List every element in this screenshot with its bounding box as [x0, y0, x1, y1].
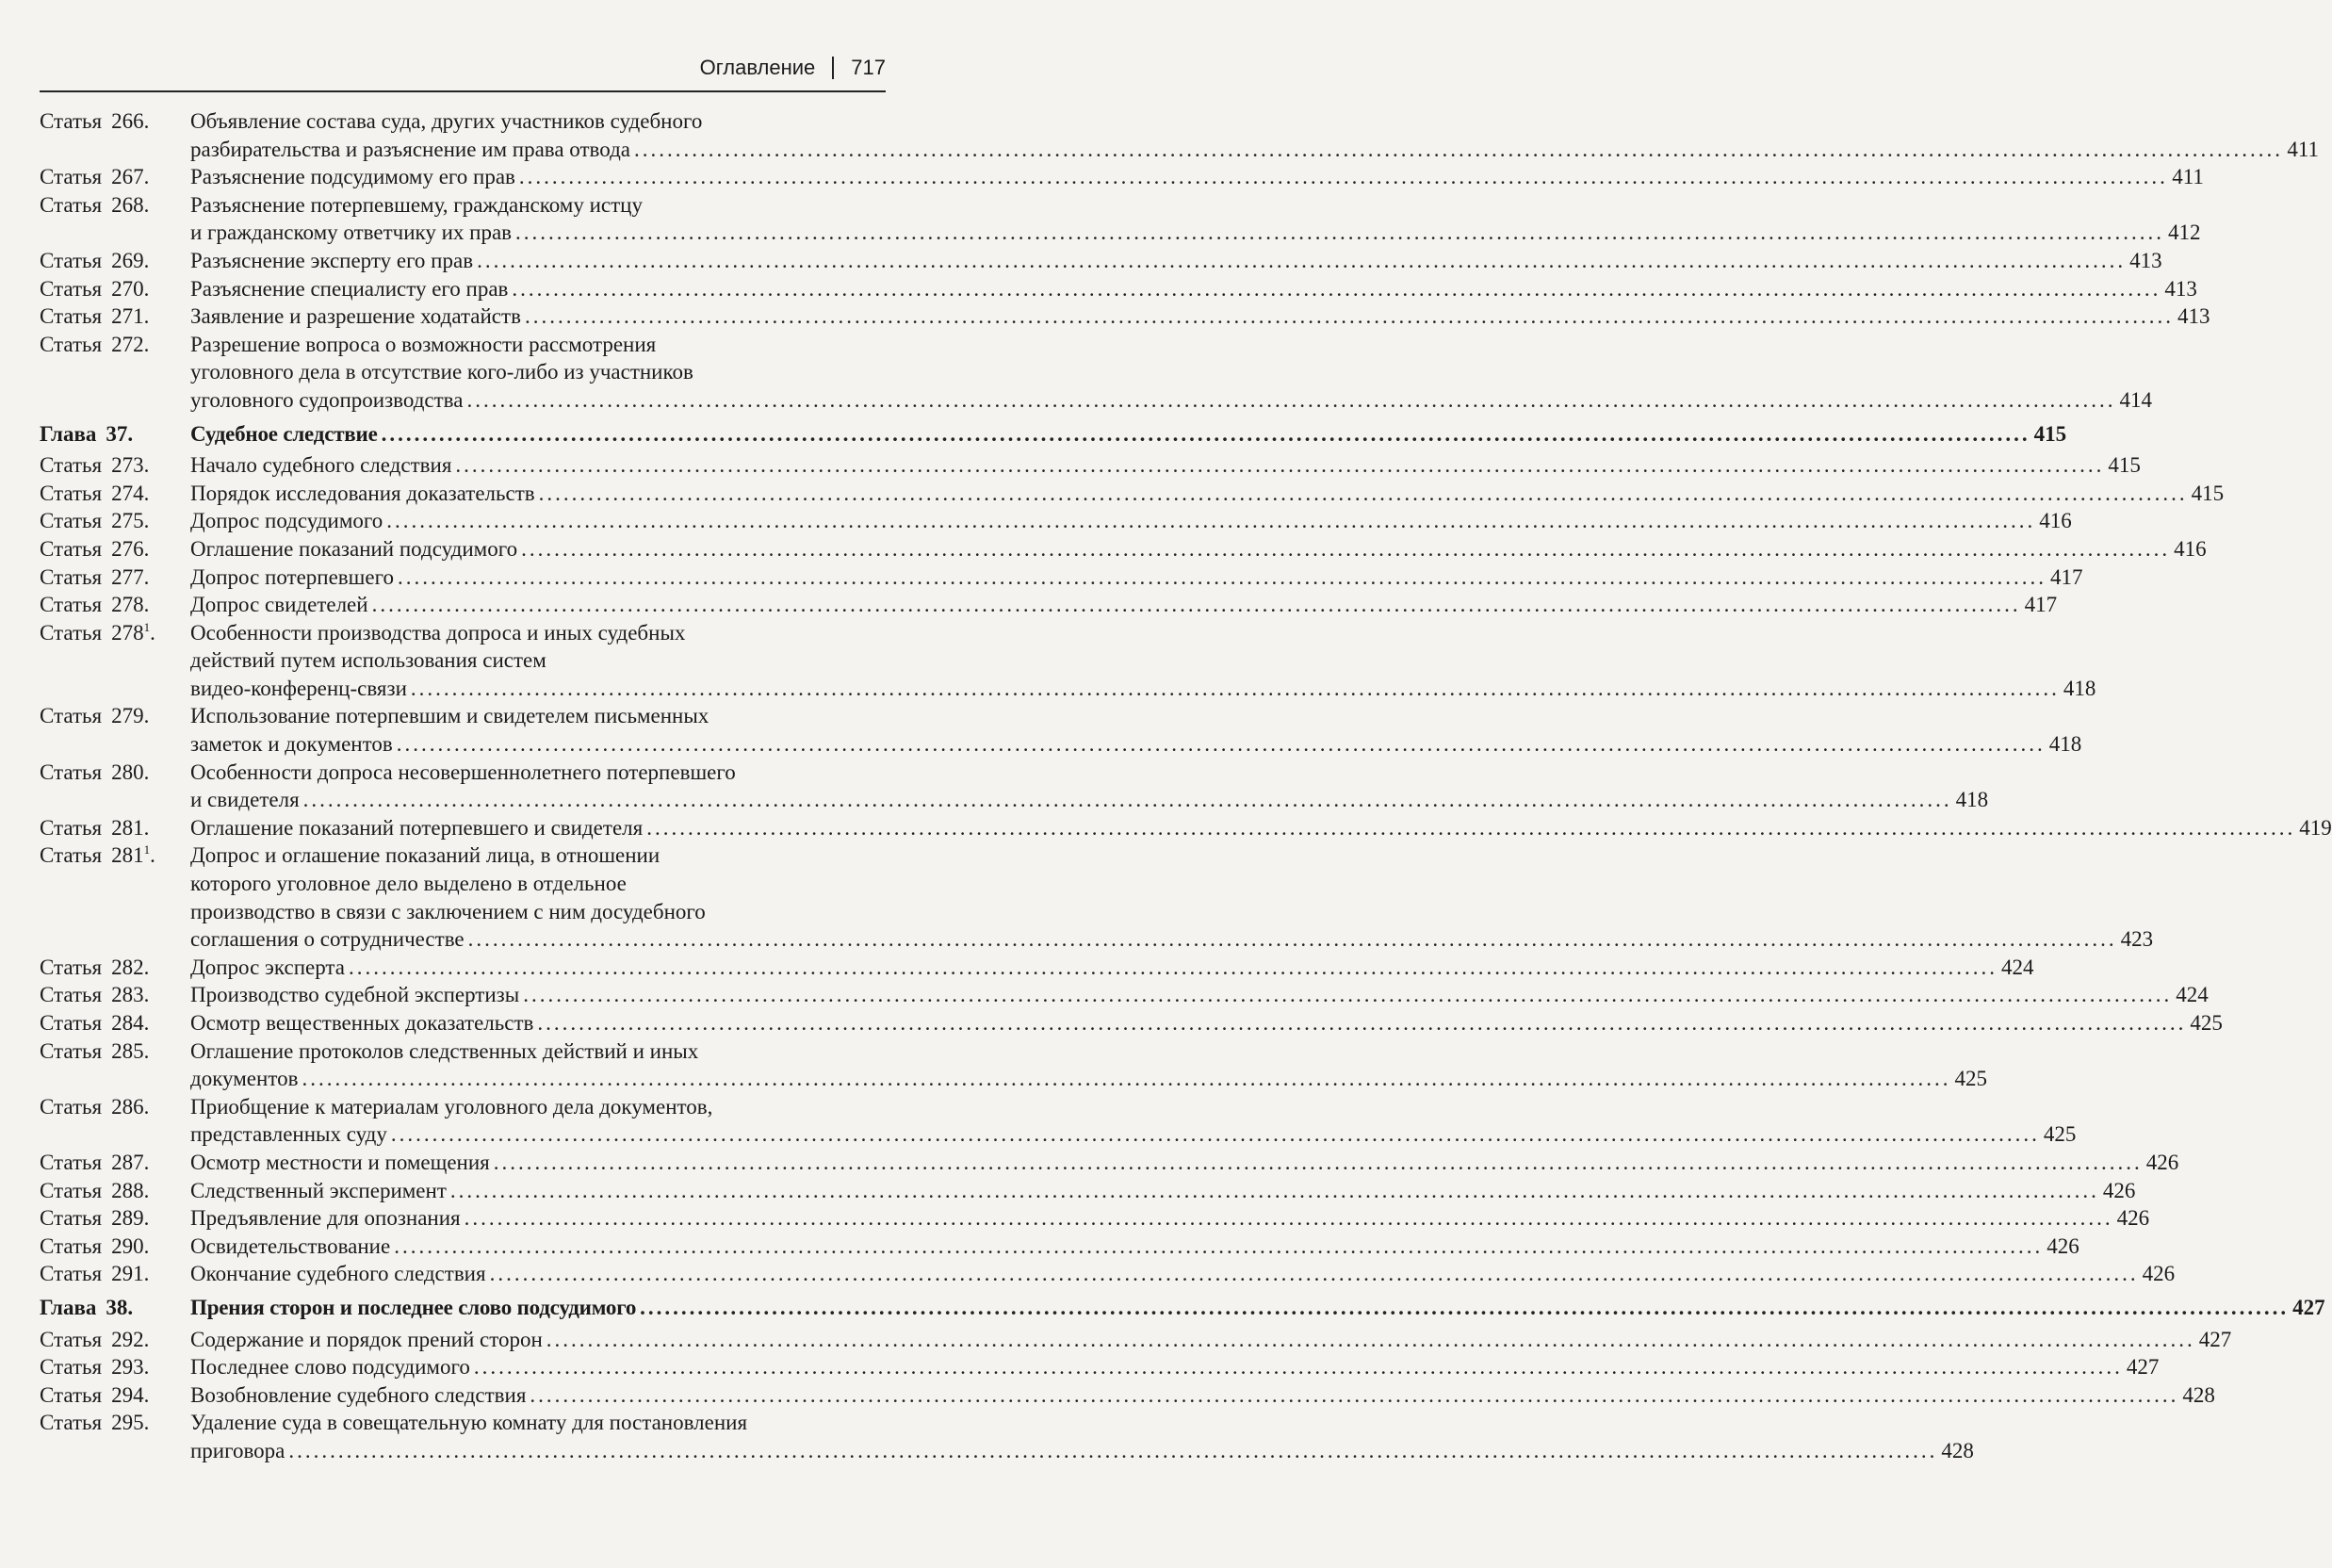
entry-page-number: 425 [2190, 1011, 2223, 1035]
entry-label: Статья $278^1$. [40, 619, 155, 645]
entry-kind: Статья [40, 1011, 103, 1035]
entry-page-number: 426 [2102, 1178, 2136, 1202]
entry-kind: Статья [40, 1178, 103, 1202]
entry-kind: Статья [40, 1233, 103, 1258]
entry-number: 267 [111, 165, 144, 189]
entry-label: Статья 285. [40, 1038, 150, 1063]
entry-page-number: 418 [2048, 732, 2082, 757]
entry-title-line: Последнее слово подсудимого [190, 1355, 470, 1380]
entry-title-line: Разъяснение специалисту его прав [190, 276, 509, 301]
table-of-contents [40, 107, 2332, 1465]
running-header [40, 49, 886, 92]
entry-page-number: 428 [1941, 1438, 1974, 1462]
dot-leader: ........................................................................................................................................................................................................ [455, 453, 2105, 478]
entry-label: Статья 278. [40, 593, 150, 617]
entry-title-line: заметок и документов [190, 732, 393, 757]
entry-number: 276 [111, 536, 144, 561]
dot-leader: ........................................................................................................................................................................................................ [466, 387, 2116, 412]
entry-title-line: Разъяснение подсудимому его прав [190, 165, 515, 189]
toc-article [40, 954, 2034, 982]
toc-article [40, 1409, 1974, 1464]
entry-title-line: Начало судебного следствия [190, 453, 452, 478]
entry-title-line: Разъяснение потерпевшему, гражданскому истцу [190, 192, 643, 217]
entry-title-line: и свидетеля [190, 788, 300, 812]
entry-kind: Статья [40, 843, 103, 868]
entry-page-number: 418 [1955, 788, 1989, 812]
toc-article [40, 451, 2141, 480]
entry-page-number: 425 [1954, 1067, 1987, 1091]
toc-article [40, 1233, 2079, 1261]
entry-number: 282 [111, 955, 144, 979]
dot-leader: ........................................................................................................................................................................................................ [390, 1122, 2040, 1147]
dot-leader: ........................................................................................................................................................................................................ [515, 220, 2165, 245]
entry-title-line: видео-конференц-связи [190, 676, 407, 700]
entry-page-number: 426 [2142, 1262, 2176, 1286]
entry-number: 289 [111, 1206, 144, 1231]
entry-label: Статья $281^1$. [40, 842, 155, 868]
toc-article [40, 759, 1989, 814]
toc-article [40, 702, 2082, 758]
entry-kind: Статья [40, 1038, 103, 1063]
dot-leader: ........................................................................................................................................................................................................ [396, 732, 2046, 757]
entry-number: 285 [111, 1038, 144, 1063]
entry-number: 277 [111, 564, 144, 589]
entry-title-line: Заявление и разрешение ходатайств [190, 304, 521, 329]
entry-title-line: Порядок исследования доказательств [190, 481, 535, 505]
entry-page-number: 419 [2299, 815, 2332, 840]
dot-leader: ........................................................................................................................................................................................................ [538, 481, 2188, 505]
dot-leader: ........................................................................................................................................................................................................ [394, 1233, 2044, 1258]
entry-title-line: производство в связи с заключением с ним досудебного [190, 899, 706, 923]
toc-article [40, 107, 2319, 163]
toc-article [40, 841, 2154, 953]
entry-kind: Статья [40, 536, 103, 561]
entry-number: 284 [111, 1011, 144, 1035]
entry-kind: Статья [40, 1411, 103, 1435]
entry-number: 291 [111, 1262, 144, 1286]
dot-leader: ........................................................................................................................................................................................................ [464, 1206, 2113, 1231]
entry-title-line: разбирательства и разъяснение им права отвода [190, 137, 630, 161]
entry-page-number: 427 [2292, 1295, 2325, 1319]
entry-kind: Статья [40, 1355, 103, 1380]
dot-leader: ........................................................................................................................................................................................................ [634, 137, 2283, 161]
toc-article [40, 275, 2197, 303]
entry-label: Статья 279. [40, 704, 150, 728]
entry-kind: Статья [40, 1094, 103, 1119]
entry-title-line: Разрешение вопроса о возможности рассмотрения [190, 332, 657, 356]
toc-article [40, 302, 2210, 331]
dot-leader: ........................................................................................................................................................................................................ [348, 955, 1998, 979]
entry-number: 274 [111, 481, 144, 505]
entry-kind: Статья [40, 276, 103, 301]
toc-article [40, 1009, 2223, 1037]
entry-title-line: Допрос потерпевшего [190, 564, 394, 589]
toc-article [40, 1177, 2136, 1205]
entry-number: 281 [111, 815, 144, 840]
toc-article [40, 331, 2152, 415]
entry-title-line: Допрос свидетелей [190, 593, 368, 617]
entry-label: Статья 281. [40, 815, 150, 840]
toc-article [40, 619, 2096, 703]
entry-title-line: Особенности производства допроса и иных судебных [190, 620, 686, 645]
entry-number: 271 [111, 304, 144, 329]
entry-label: Статья 282. [40, 955, 150, 979]
entry-number: 283 [111, 983, 144, 1007]
entry-title-line: уголовного дела в отсутствие кого-либо из участников [190, 360, 693, 384]
header-section-title: Оглавление [699, 56, 816, 79]
entry-kind: Статья [40, 1150, 103, 1174]
entry-kind: Статья [40, 955, 103, 979]
entry-kind: Статья [40, 593, 103, 617]
entry-kind: Статья [40, 620, 103, 645]
toc-chapter [40, 1294, 2325, 1322]
entry-kind: Глава [40, 1295, 97, 1319]
entry-number: 288 [111, 1178, 144, 1202]
header-page-number: 717 [851, 56, 886, 79]
toc-article [40, 1326, 2232, 1354]
entry-title-line: соглашения о сотрудничестве [190, 927, 465, 952]
dot-leader: ........................................................................................................................................................................................................ [386, 509, 2036, 533]
entry-kind: Статья [40, 481, 103, 505]
dot-leader: ........................................................................................................................................................................................................ [473, 1355, 2123, 1380]
entry-kind: Статья [40, 704, 103, 728]
entry-page-number: 424 [2000, 955, 2034, 979]
dot-leader: ........................................................................................................................................................................................................ [530, 1382, 2179, 1407]
entry-title-line: Допрос и оглашение показаний лица, в отношении [190, 843, 660, 868]
entry-title-line: Допрос эксперта [190, 955, 345, 979]
entry-label: Статья 288. [40, 1178, 150, 1202]
entry-label: Статья 274. [40, 481, 150, 505]
dot-leader: ........................................................................................................................................................................................................ [493, 1150, 2143, 1174]
entry-kind: Статья [40, 1262, 103, 1286]
entry-label: Статья 280. [40, 760, 150, 784]
entry-page-number: 411 [2172, 165, 2204, 189]
entry-number: 279 [111, 704, 144, 728]
dot-leader: ........................................................................................................................................................................................................ [381, 421, 2030, 446]
entry-page-number: 416 [2174, 536, 2207, 561]
entry-kind: Статья [40, 304, 103, 329]
toc-article [40, 1093, 2077, 1149]
dot-leader: ........................................................................................................................................................................................................ [489, 1262, 2139, 1286]
toc-chapter [40, 420, 2067, 449]
entry-title-line: Осмотр вещественных доказательств [190, 1011, 534, 1035]
entry-title-line: приговора [190, 1438, 285, 1462]
entry-page-number: 415 [2033, 421, 2067, 446]
entry-page-number: 415 [2191, 481, 2225, 505]
entry-number: 280 [111, 760, 144, 784]
entry-kind: Статья [40, 192, 103, 217]
entry-title-line: Особенности допроса несовершеннолетнего потерпевшего [190, 760, 736, 784]
dot-leader: ........................................................................................................................................................................................................ [288, 1438, 1938, 1462]
entry-page-number: 427 [2126, 1355, 2160, 1380]
dot-leader: ........................................................................................................................................................................................................ [371, 593, 2021, 617]
entry-title-line: документов [190, 1067, 299, 1091]
entry-page-number: 413 [2164, 276, 2197, 301]
entry-page-number: 416 [2039, 509, 2072, 533]
entry-kind: Глава [40, 421, 97, 446]
entry-number: 273 [111, 453, 144, 478]
entry-number: 286 [111, 1094, 144, 1119]
entry-number-superscript: 1 [143, 619, 151, 634]
entry-label: Статья 291. [40, 1262, 150, 1286]
entry-number: 268 [111, 192, 144, 217]
entry-label: Статья 271. [40, 304, 150, 329]
entry-title-line: Удаление суда в совещательную комнату для постановления [190, 1411, 748, 1435]
dot-leader: ........................................................................................................................................................................................................ [302, 788, 1952, 812]
entry-page-number: 411 [2287, 137, 2319, 161]
entry-label: Статья 275. [40, 509, 150, 533]
entry-title-line: которого уголовное дело выделено в отдельное [190, 872, 627, 896]
entry-label: Статья 283. [40, 983, 150, 1007]
dot-leader: ........................................................................................................................................................................................................ [410, 676, 2060, 700]
dot-leader: ........................................................................................................................................................................................................ [537, 1011, 2187, 1035]
toc-article [40, 507, 2072, 535]
entry-label: Статья 270. [40, 276, 150, 301]
toc-article [40, 1260, 2176, 1288]
entry-label: Статья 284. [40, 1011, 150, 1035]
dot-leader: ........................................................................................................................................................................................................ [640, 1295, 2290, 1319]
entry-title-line: Следственный эксперимент [190, 1178, 447, 1202]
entry-title-line: Использование потерпевшим и свидетелем письменных [190, 704, 709, 728]
entry-title-line: уголовного судопроизводства [190, 387, 464, 412]
entry-page-number: 415 [2108, 453, 2141, 478]
entry-kind: Статья [40, 109, 103, 133]
entry-label: Статья 266. [40, 109, 150, 133]
entry-number: 37 [106, 421, 128, 446]
entry-kind: Статья [40, 1327, 103, 1351]
toc-article [40, 1381, 2215, 1410]
entry-page-number: 413 [2177, 304, 2210, 329]
toc-article [40, 1353, 2160, 1381]
dot-leader: ........................................................................................................................................................................................................ [518, 165, 2168, 189]
entry-number: 294 [111, 1382, 144, 1407]
toc-article [40, 564, 2083, 592]
entry-page-number: 426 [2116, 1206, 2150, 1231]
dot-leader: ........................................................................................................................................................................................................ [449, 1178, 2099, 1202]
entry-number: 275 [111, 509, 144, 533]
entry-title-line: Окончание судебного следствия [190, 1262, 486, 1286]
entry-title-line: Судебное следствие [190, 421, 378, 446]
toc-article [40, 480, 2225, 508]
entry-label: Глава 38. [40, 1295, 134, 1319]
entry-label: Статья 272. [40, 332, 150, 356]
entry-label: Статья 287. [40, 1150, 150, 1174]
entry-number: 281 [111, 843, 144, 868]
entry-page-number: 417 [2049, 564, 2083, 589]
entry-label: Статья 294. [40, 1382, 150, 1407]
entry-kind: Статья [40, 1382, 103, 1407]
entry-number: 295 [111, 1411, 144, 1435]
dot-leader: ........................................................................................................................................................................................................ [397, 564, 2047, 589]
dot-leader: ........................................................................................................................................................................................................ [512, 276, 2161, 301]
entry-page-number: 412 [2168, 220, 2201, 245]
entry-number-superscript: 1 [143, 842, 151, 858]
entry-page-number: 414 [2119, 387, 2152, 412]
entry-page-number: 423 [2120, 927, 2154, 952]
dot-leader: ........................................................................................................................................................................................................ [646, 815, 2296, 840]
entry-kind: Статья [40, 509, 103, 533]
entry-label: Статья 286. [40, 1094, 150, 1119]
toc-article [40, 1149, 2179, 1177]
entry-title-line: и гражданскому ответчику их прав [190, 220, 513, 245]
entry-title-line: представленных суду [190, 1122, 387, 1147]
entry-title-line: Оглашение протоколов следственных действий и иных [190, 1038, 699, 1063]
entry-kind: Статья [40, 453, 103, 478]
entry-title-line: действий путем использования систем [190, 648, 546, 673]
entry-label: Статья 277. [40, 564, 150, 589]
entry-title-line: Объявление состава суда, других участников судебного [190, 109, 703, 133]
entry-label: Статья 295. [40, 1411, 150, 1435]
entry-kind: Статья [40, 760, 103, 784]
entry-title-line: Производство судебной экспертизы [190, 983, 520, 1007]
entry-number: 272 [111, 332, 144, 356]
entry-number: 290 [111, 1233, 144, 1258]
entry-number: 287 [111, 1150, 144, 1174]
dot-leader: ........................................................................................................................................................................................................ [524, 304, 2174, 329]
header-divider [832, 57, 834, 79]
dot-leader: ........................................................................................................................................................................................................ [467, 927, 2117, 952]
entry-page-number: 424 [2176, 983, 2209, 1007]
entry-label: Статья 273. [40, 453, 150, 478]
entry-title-line: Возобновление судебного следствия [190, 1382, 527, 1407]
entry-number: 38 [106, 1295, 128, 1319]
entry-kind: Статья [40, 1206, 103, 1231]
entry-kind: Статья [40, 248, 103, 272]
entry-title-line: Оглашение показаний потерпевшего и свидетеля [190, 815, 644, 840]
entry-title-line: Предъявление для опознания [190, 1206, 461, 1231]
toc-article [40, 247, 2162, 275]
entry-number: 293 [111, 1355, 144, 1380]
entry-number: 270 [111, 276, 144, 301]
toc-article [40, 163, 2204, 191]
entry-number: 269 [111, 248, 144, 272]
entry-page-number: 425 [2043, 1122, 2077, 1147]
dot-leader: ........................................................................................................................................................................................................ [546, 1327, 2195, 1351]
toc-article [40, 591, 2058, 619]
entry-kind: Статья [40, 332, 103, 356]
toc-article [40, 535, 2207, 564]
entry-page-number: 426 [2145, 1150, 2179, 1174]
entry-page-number: 428 [2182, 1382, 2215, 1407]
entry-page-number: 426 [2047, 1233, 2079, 1258]
entry-title-line: Разъяснение эксперту его прав [190, 248, 474, 272]
entry-label: Статья 269. [40, 248, 150, 272]
entry-label: Статья 289. [40, 1206, 150, 1231]
entry-kind: Статья [40, 564, 103, 589]
entry-kind: Статья [40, 983, 103, 1007]
dot-leader: ........................................................................................................................................................................................................ [302, 1067, 1951, 1091]
entry-label: Статья 267. [40, 165, 150, 189]
toc-article [40, 814, 2332, 842]
entry-kind: Статья [40, 815, 103, 840]
entry-number: 278 [111, 620, 144, 645]
entry-title-line: Оглашение показаний подсудимого [190, 536, 518, 561]
entry-label: Статья 293. [40, 1355, 150, 1380]
entry-title-line: Содержание и порядок прений сторон [190, 1327, 543, 1351]
entry-label: Статья 276. [40, 536, 150, 561]
entry-label: Глава 37. [40, 421, 134, 446]
entry-kind: Статья [40, 165, 103, 189]
toc-article [40, 191, 2201, 247]
entry-title-line: Освидетельствование [190, 1233, 391, 1258]
entry-label: Статья 290. [40, 1233, 150, 1258]
dot-leader: ........................................................................................................................................................................................................ [477, 248, 2127, 272]
entry-label: Статья 292. [40, 1327, 150, 1351]
entry-number: 292 [111, 1327, 144, 1351]
toc-article [40, 1204, 2150, 1233]
entry-page-number: 418 [2063, 676, 2096, 700]
entry-page-number: 427 [2198, 1327, 2232, 1351]
entry-title-line: Приобщение к материалам уголовного дела документов, [190, 1094, 713, 1119]
toc-article [40, 1037, 1987, 1093]
entry-number: 266 [111, 109, 144, 133]
entry-title-line: Допрос подсудимого [190, 509, 383, 533]
dot-leader: ........................................................................................................................................................................................................ [523, 983, 2173, 1007]
toc-article [40, 981, 2209, 1009]
entry-label: Статья 268. [40, 192, 150, 217]
entry-page-number: 413 [2129, 248, 2162, 272]
entry-title-line: Прения сторон и последнее слово подсудимого [190, 1295, 637, 1319]
dot-leader: ........................................................................................................................................................................................................ [521, 536, 2171, 561]
entry-page-number: 417 [2024, 593, 2058, 617]
entry-title-line: Осмотр местности и помещения [190, 1150, 490, 1174]
entry-number: 278 [111, 593, 144, 617]
